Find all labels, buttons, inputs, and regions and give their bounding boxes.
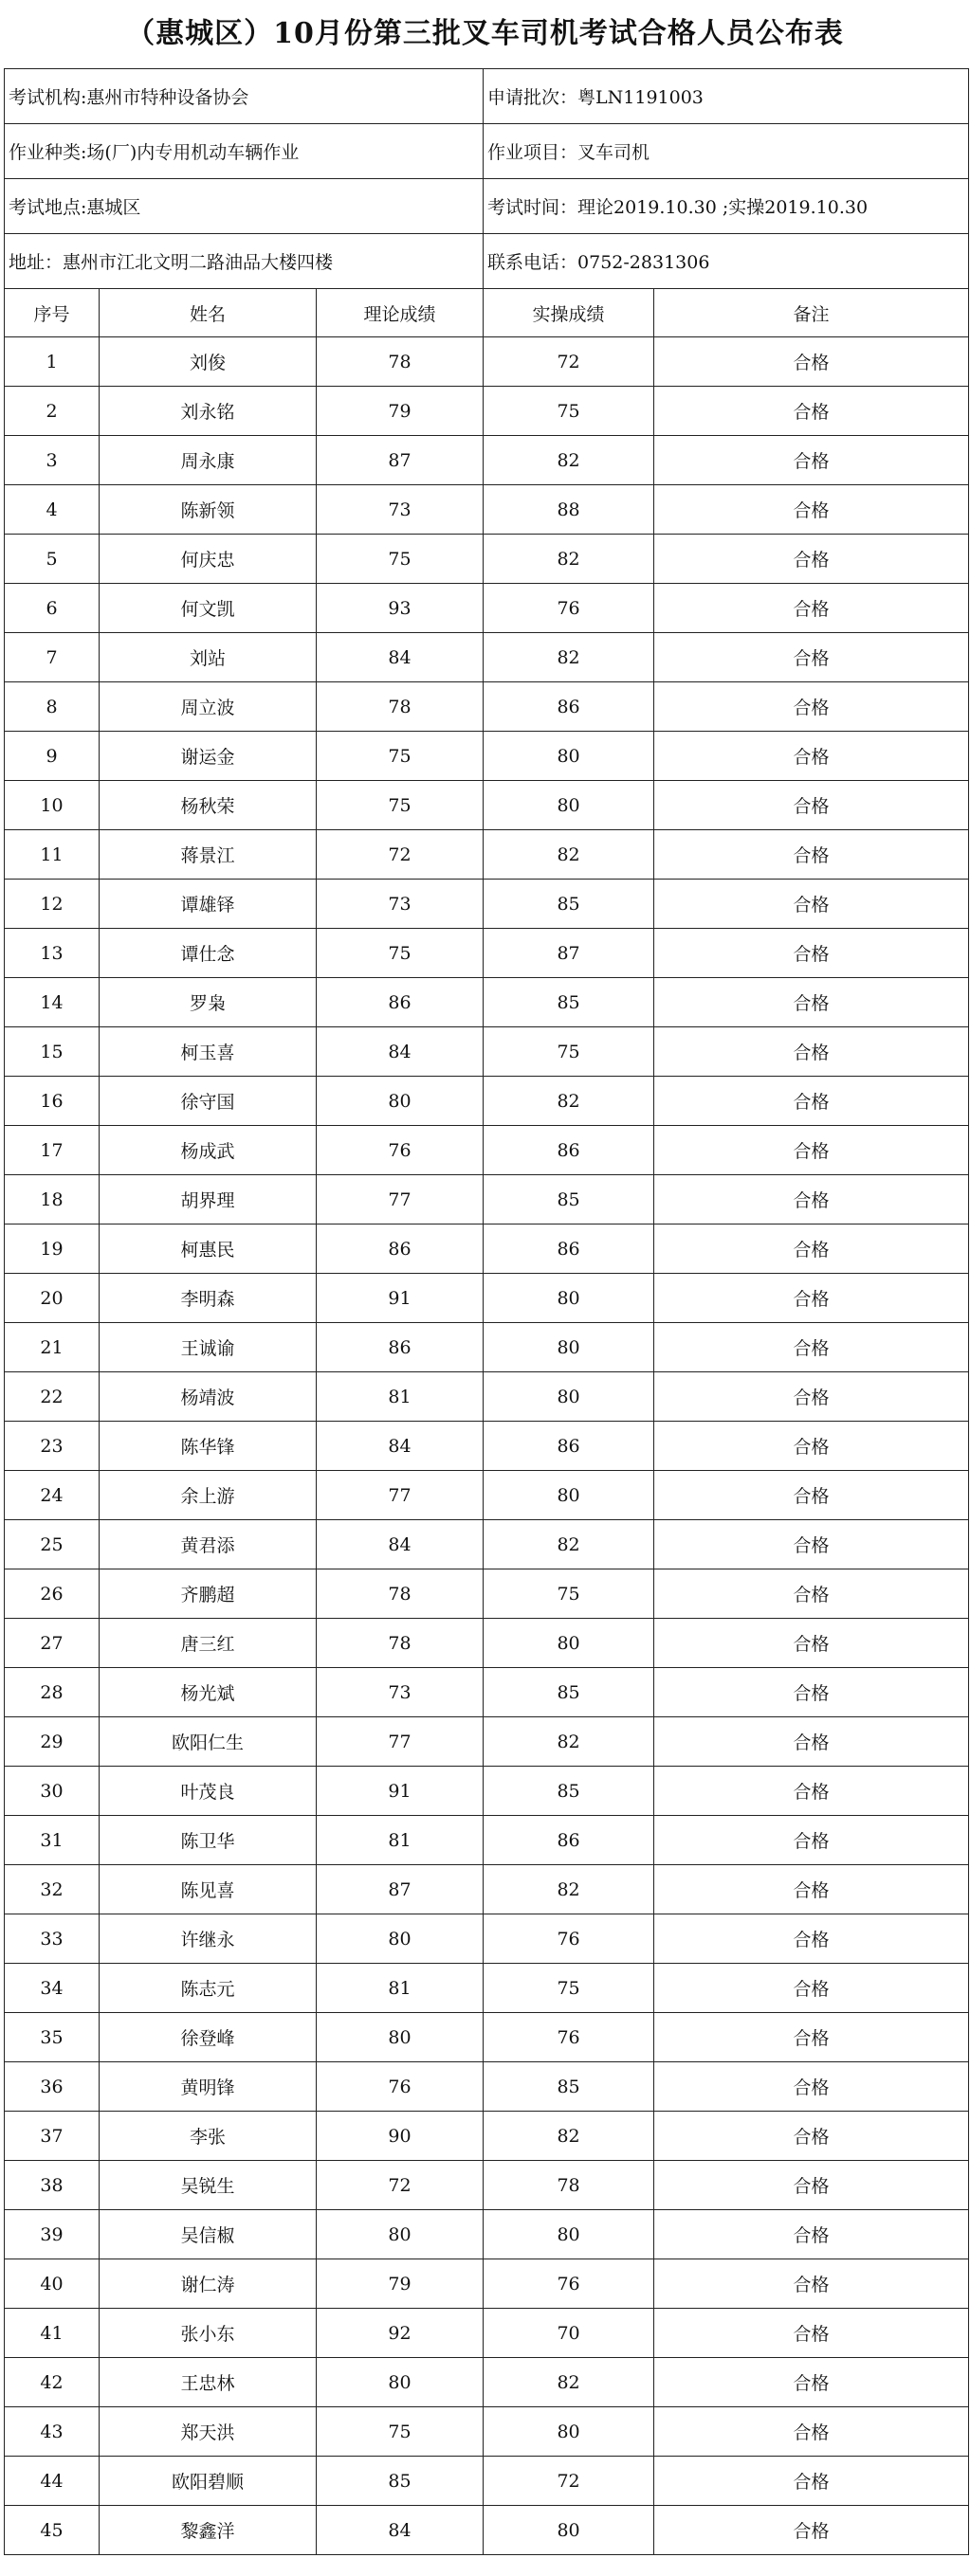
table-row [5, 1077, 969, 1126]
cell-index: 42 [5, 2358, 100, 2407]
cell-practical-score: 82 [484, 1520, 654, 1569]
cell-index: 37 [5, 2112, 100, 2161]
cell-remark: 合格 [654, 1717, 969, 1767]
cell-name: 柯玉喜 [100, 1027, 317, 1077]
cell-name: 周立波 [100, 682, 317, 732]
column-header-theory-score: 理论成绩 [317, 289, 484, 337]
cell-remark: 合格 [654, 436, 969, 485]
cell-remark: 合格 [654, 2358, 969, 2407]
cell-name: 齐鹏超 [100, 1569, 317, 1619]
cell-theory-score: 92 [317, 2309, 484, 2358]
cell-remark: 合格 [654, 1077, 969, 1126]
cell-remark: 合格 [654, 2210, 969, 2259]
cell-index: 29 [5, 1717, 100, 1767]
cell-practical-score: 82 [484, 1717, 654, 1767]
cell-theory-score: 93 [317, 584, 484, 633]
table-row [5, 781, 969, 830]
table-row [5, 1175, 969, 1225]
cell-remark: 合格 [654, 1767, 969, 1816]
cell-index: 13 [5, 929, 100, 978]
cell-name: 郑天洪 [100, 2407, 317, 2457]
info-row [5, 124, 969, 179]
cell-name: 欧阳碧顺 [100, 2457, 317, 2506]
table-row [5, 535, 969, 584]
cell-name: 谢运金 [100, 732, 317, 781]
cell-remark: 合格 [654, 584, 969, 633]
cell-theory-score: 73 [317, 1668, 484, 1717]
cell-index: 43 [5, 2407, 100, 2457]
cell-remark: 合格 [654, 1274, 969, 1323]
cell-index: 20 [5, 1274, 100, 1323]
cell-index: 4 [5, 485, 100, 535]
work-category: 作业种类:场(厂)内专用机动车辆作业 [5, 124, 484, 179]
table-row [5, 485, 969, 535]
cell-index: 12 [5, 880, 100, 929]
cell-index: 11 [5, 830, 100, 880]
cell-index: 27 [5, 1619, 100, 1668]
cell-practical-score: 80 [484, 1619, 654, 1668]
cell-index: 41 [5, 2309, 100, 2358]
table-row [5, 387, 969, 436]
cell-name: 谭仕念 [100, 929, 317, 978]
cell-index: 15 [5, 1027, 100, 1077]
cell-remark: 合格 [654, 880, 969, 929]
cell-name: 吴锐生 [100, 2161, 317, 2210]
cell-theory-score: 87 [317, 436, 484, 485]
cell-practical-score: 82 [484, 633, 654, 682]
cell-remark: 合格 [654, 830, 969, 880]
table-row [5, 1619, 969, 1668]
table-row [5, 929, 969, 978]
cell-remark: 合格 [654, 1225, 969, 1274]
column-header-name: 姓名 [100, 289, 317, 337]
cell-index: 14 [5, 978, 100, 1027]
cell-practical-score: 82 [484, 1077, 654, 1126]
cell-remark: 合格 [654, 1964, 969, 2013]
cell-practical-score: 82 [484, 2358, 654, 2407]
cell-practical-score: 76 [484, 1914, 654, 1964]
cell-remark: 合格 [654, 2013, 969, 2062]
table-row [5, 2259, 969, 2309]
table-row [5, 1914, 969, 1964]
cell-theory-score: 86 [317, 1225, 484, 1274]
table-row [5, 2210, 969, 2259]
address: 地址：惠州市江北文明二路油品大楼四楼 [5, 234, 484, 289]
cell-name: 杨靖波 [100, 1372, 317, 1422]
cell-theory-score: 79 [317, 2259, 484, 2309]
cell-remark: 合格 [654, 1126, 969, 1175]
table-row [5, 2112, 969, 2161]
table-row [5, 830, 969, 880]
cell-remark: 合格 [654, 535, 969, 584]
cell-index: 40 [5, 2259, 100, 2309]
table-row [5, 1717, 969, 1767]
cell-practical-score: 80 [484, 1372, 654, 1422]
cell-theory-score: 84 [317, 2506, 484, 2555]
cell-remark: 合格 [654, 485, 969, 535]
cell-practical-score: 80 [484, 2407, 654, 2457]
cell-practical-score: 75 [484, 387, 654, 436]
exam-institution: 考试机构:惠州市特种设备协会 [5, 69, 484, 124]
cell-theory-score: 80 [317, 1077, 484, 1126]
cell-practical-score: 82 [484, 1865, 654, 1914]
cell-theory-score: 84 [317, 1422, 484, 1471]
cell-name: 余上游 [100, 1471, 317, 1520]
cell-name: 杨秋荣 [100, 781, 317, 830]
cell-theory-score: 80 [317, 2013, 484, 2062]
cell-practical-score: 86 [484, 1126, 654, 1175]
cell-remark: 合格 [654, 1471, 969, 1520]
table-row [5, 2013, 969, 2062]
cell-name: 吴信椒 [100, 2210, 317, 2259]
table-row [5, 1274, 969, 1323]
table-row [5, 2457, 969, 2506]
info-row [5, 179, 969, 234]
cell-theory-score: 86 [317, 1323, 484, 1372]
table-row [5, 1422, 969, 1471]
cell-practical-score: 72 [484, 2457, 654, 2506]
cell-index: 34 [5, 1964, 100, 2013]
cell-remark: 合格 [654, 1027, 969, 1077]
table-row [5, 2358, 969, 2407]
table-row [5, 1126, 969, 1175]
cell-theory-score: 75 [317, 929, 484, 978]
cell-practical-score: 76 [484, 2259, 654, 2309]
cell-name: 谭雄铎 [100, 880, 317, 929]
cell-index: 7 [5, 633, 100, 682]
cell-theory-score: 72 [317, 2161, 484, 2210]
exam-time: 考试时间：理论2019.10.30 ;实操2019.10.30 [484, 179, 969, 234]
cell-theory-score: 78 [317, 682, 484, 732]
table-row [5, 978, 969, 1027]
cell-name: 何文凯 [100, 584, 317, 633]
cell-theory-score: 84 [317, 633, 484, 682]
table-row [5, 1471, 969, 1520]
cell-remark: 合格 [654, 682, 969, 732]
cell-name: 杨光斌 [100, 1668, 317, 1717]
cell-name: 刘永铭 [100, 387, 317, 436]
cell-practical-score: 80 [484, 732, 654, 781]
cell-remark: 合格 [654, 978, 969, 1027]
cell-remark: 合格 [654, 2259, 969, 2309]
contact-phone: 联系电话：0752-2831306 [484, 234, 969, 289]
cell-name: 周永康 [100, 436, 317, 485]
cell-theory-score: 78 [317, 1619, 484, 1668]
cell-practical-score: 82 [484, 436, 654, 485]
cell-remark: 合格 [654, 929, 969, 978]
cell-practical-score: 82 [484, 535, 654, 584]
cell-name: 刘站 [100, 633, 317, 682]
exam-location: 考试地点:惠城区 [5, 179, 484, 234]
cell-name: 徐守国 [100, 1077, 317, 1126]
cell-remark: 合格 [654, 633, 969, 682]
cell-practical-score: 88 [484, 485, 654, 535]
cell-practical-score: 80 [484, 1323, 654, 1372]
cell-name: 柯惠民 [100, 1225, 317, 1274]
table-row [5, 1964, 969, 2013]
table-row [5, 633, 969, 682]
cell-practical-score: 82 [484, 830, 654, 880]
table-row [5, 1668, 969, 1717]
cell-index: 10 [5, 781, 100, 830]
cell-name: 胡界理 [100, 1175, 317, 1225]
cell-name: 许继永 [100, 1914, 317, 1964]
cell-theory-score: 91 [317, 1767, 484, 1816]
cell-index: 19 [5, 1225, 100, 1274]
cell-theory-score: 73 [317, 485, 484, 535]
cell-practical-score: 85 [484, 978, 654, 1027]
cell-practical-score: 80 [484, 2210, 654, 2259]
cell-remark: 合格 [654, 1323, 969, 1372]
cell-name: 蒋景江 [100, 830, 317, 880]
cell-remark: 合格 [654, 1914, 969, 1964]
table-header [5, 289, 969, 337]
cell-theory-score: 80 [317, 2210, 484, 2259]
cell-name: 黄明锋 [100, 2062, 317, 2112]
cell-theory-score: 75 [317, 781, 484, 830]
cell-practical-score: 80 [484, 781, 654, 830]
cell-remark: 合格 [654, 1865, 969, 1914]
cell-practical-score: 85 [484, 1175, 654, 1225]
cell-remark: 合格 [654, 1175, 969, 1225]
cell-practical-score: 82 [484, 2112, 654, 2161]
cell-name: 徐登峰 [100, 2013, 317, 2062]
cell-practical-score: 85 [484, 2062, 654, 2112]
cell-index: 17 [5, 1126, 100, 1175]
table-row [5, 1520, 969, 1569]
column-header-practical-score: 实操成绩 [484, 289, 654, 337]
cell-practical-score: 86 [484, 1816, 654, 1865]
cell-practical-score: 80 [484, 1471, 654, 1520]
table-row [5, 1865, 969, 1914]
cell-remark: 合格 [654, 1668, 969, 1717]
cell-remark: 合格 [654, 2506, 969, 2555]
cell-practical-score: 75 [484, 1569, 654, 1619]
cell-theory-score: 75 [317, 535, 484, 584]
table-row [5, 1027, 969, 1077]
cell-name: 叶茂良 [100, 1767, 317, 1816]
cell-remark: 合格 [654, 2407, 969, 2457]
cell-index: 2 [5, 387, 100, 436]
cell-name: 唐三红 [100, 1619, 317, 1668]
cell-theory-score: 72 [317, 830, 484, 880]
cell-practical-score: 75 [484, 1027, 654, 1077]
cell-index: 32 [5, 1865, 100, 1914]
cell-practical-score: 86 [484, 1422, 654, 1471]
cell-remark: 合格 [654, 1422, 969, 1471]
cell-name: 谢仁涛 [100, 2259, 317, 2309]
table-row [5, 1569, 969, 1619]
cell-remark: 合格 [654, 1619, 969, 1668]
column-header-remark: 备注 [654, 289, 969, 337]
cell-index: 6 [5, 584, 100, 633]
cell-practical-score: 86 [484, 682, 654, 732]
cell-index: 45 [5, 2506, 100, 2555]
cell-theory-score: 84 [317, 1027, 484, 1077]
cell-theory-score: 85 [317, 2457, 484, 2506]
cell-theory-score: 73 [317, 880, 484, 929]
cell-index: 25 [5, 1520, 100, 1569]
cell-index: 22 [5, 1372, 100, 1422]
table-row [5, 2062, 969, 2112]
cell-theory-score: 80 [317, 2358, 484, 2407]
cell-index: 39 [5, 2210, 100, 2259]
cell-practical-score: 75 [484, 1964, 654, 2013]
cell-remark: 合格 [654, 1372, 969, 1422]
cell-theory-score: 84 [317, 1520, 484, 1569]
cell-theory-score: 90 [317, 2112, 484, 2161]
cell-remark: 合格 [654, 1520, 969, 1569]
cell-remark: 合格 [654, 387, 969, 436]
cell-name: 欧阳仁生 [100, 1717, 317, 1767]
info-row [5, 69, 969, 124]
cell-theory-score: 77 [317, 1717, 484, 1767]
table-row [5, 2407, 969, 2457]
cell-practical-score: 85 [484, 1668, 654, 1717]
cell-remark: 合格 [654, 2112, 969, 2161]
cell-practical-score: 72 [484, 337, 654, 387]
cell-name: 黄君添 [100, 1520, 317, 1569]
cell-index: 9 [5, 732, 100, 781]
cell-index: 16 [5, 1077, 100, 1126]
cell-theory-score: 91 [317, 1274, 484, 1323]
cell-practical-score: 85 [484, 1767, 654, 1816]
cell-theory-score: 87 [317, 1865, 484, 1914]
cell-index: 21 [5, 1323, 100, 1372]
cell-theory-score: 76 [317, 2062, 484, 2112]
cell-index: 3 [5, 436, 100, 485]
cell-name: 李明森 [100, 1274, 317, 1323]
cell-theory-score: 81 [317, 1816, 484, 1865]
cell-index: 24 [5, 1471, 100, 1520]
cell-index: 5 [5, 535, 100, 584]
cell-name: 刘俊 [100, 337, 317, 387]
cell-index: 23 [5, 1422, 100, 1471]
cell-index: 18 [5, 1175, 100, 1225]
cell-practical-score: 80 [484, 1274, 654, 1323]
table-row [5, 880, 969, 929]
cell-name: 王诚谕 [100, 1323, 317, 1372]
cell-index: 38 [5, 2161, 100, 2210]
info-row [5, 234, 969, 289]
cell-index: 28 [5, 1668, 100, 1717]
table-row [5, 732, 969, 781]
cell-theory-score: 77 [317, 1175, 484, 1225]
application-batch: 申请批次：粤LN1191003 [484, 69, 969, 124]
cell-name: 陈志元 [100, 1964, 317, 2013]
cell-remark: 合格 [654, 1816, 969, 1865]
cell-practical-score: 78 [484, 2161, 654, 2210]
cell-remark: 合格 [654, 1569, 969, 1619]
cell-remark: 合格 [654, 2161, 969, 2210]
work-project: 作业项目：叉车司机 [484, 124, 969, 179]
cell-practical-score: 76 [484, 2013, 654, 2062]
cell-index: 31 [5, 1816, 100, 1865]
cell-practical-score: 87 [484, 929, 654, 978]
cell-theory-score: 77 [317, 1471, 484, 1520]
cell-practical-score: 70 [484, 2309, 654, 2358]
table-row [5, 1225, 969, 1274]
cell-theory-score: 81 [317, 1964, 484, 2013]
table-row [5, 2161, 969, 2210]
cell-index: 1 [5, 337, 100, 387]
cell-practical-score: 86 [484, 1225, 654, 1274]
cell-name: 陈新领 [100, 485, 317, 535]
cell-name: 陈华锋 [100, 1422, 317, 1471]
cell-name: 何庆忠 [100, 535, 317, 584]
cell-name: 罗枭 [100, 978, 317, 1027]
cell-theory-score: 76 [317, 1126, 484, 1175]
cell-theory-score: 75 [317, 732, 484, 781]
cell-theory-score: 86 [317, 978, 484, 1027]
cell-theory-score: 80 [317, 1914, 484, 1964]
cell-practical-score: 85 [484, 880, 654, 929]
cell-index: 44 [5, 2457, 100, 2506]
cell-remark: 合格 [654, 2309, 969, 2358]
cell-index: 26 [5, 1569, 100, 1619]
table-row [5, 1767, 969, 1816]
table-row [5, 337, 969, 387]
page-title: （惠城区）10月份第三批叉车司机考试合格人员公布表 [126, 17, 844, 50]
cell-index: 8 [5, 682, 100, 732]
table-row [5, 1816, 969, 1865]
cell-theory-score: 79 [317, 387, 484, 436]
cell-name: 杨成武 [100, 1126, 317, 1175]
cell-index: 30 [5, 1767, 100, 1816]
cell-name: 陈见喜 [100, 1865, 317, 1914]
column-header-index: 序号 [5, 289, 100, 337]
cell-theory-score: 81 [317, 1372, 484, 1422]
table-row [5, 436, 969, 485]
cell-practical-score: 80 [484, 2506, 654, 2555]
cell-name: 张小东 [100, 2309, 317, 2358]
cell-index: 36 [5, 2062, 100, 2112]
cell-name: 李张 [100, 2112, 317, 2161]
cell-remark: 合格 [654, 781, 969, 830]
cell-theory-score: 78 [317, 1569, 484, 1619]
cell-remark: 合格 [654, 732, 969, 781]
table-row [5, 1323, 969, 1372]
table-row [5, 584, 969, 633]
cell-theory-score: 75 [317, 2407, 484, 2457]
table-row [5, 2506, 969, 2555]
table-row [5, 682, 969, 732]
cell-remark: 合格 [654, 337, 969, 387]
cell-theory-score: 78 [317, 337, 484, 387]
table-row [5, 1372, 969, 1422]
cell-remark: 合格 [654, 2062, 969, 2112]
cell-name: 陈卫华 [100, 1816, 317, 1865]
results-table [4, 68, 969, 2555]
cell-remark: 合格 [654, 2457, 969, 2506]
cell-name: 王忠林 [100, 2358, 317, 2407]
cell-practical-score: 76 [484, 584, 654, 633]
cell-index: 33 [5, 1914, 100, 1964]
table-row [5, 2309, 969, 2358]
cell-index: 35 [5, 2013, 100, 2062]
cell-name: 黎鑫洋 [100, 2506, 317, 2555]
